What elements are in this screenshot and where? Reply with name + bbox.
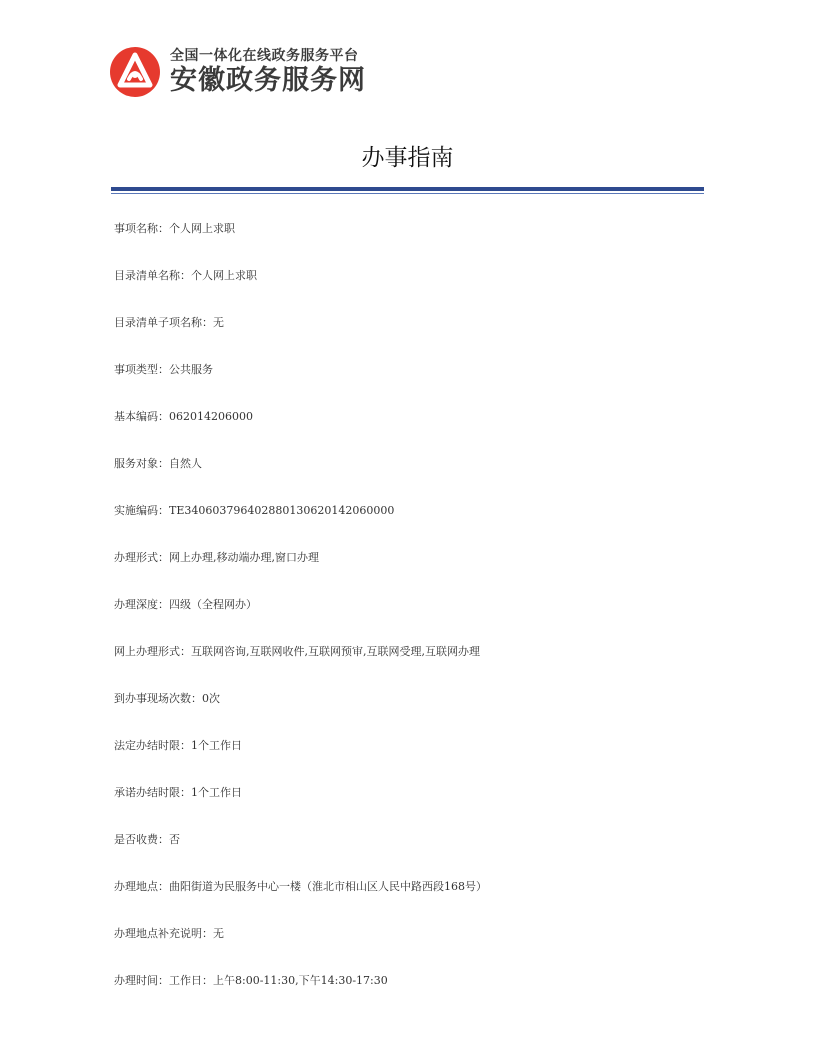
field-label: 是否收费： [114,833,169,846]
field-implementation-code [114,502,714,549]
field-value: 个人网上求职 [191,269,257,282]
field-label: 事项名称： [114,222,169,235]
field-label: 事项类型： [114,363,169,376]
field-value: 无 [213,927,224,940]
field-label: 服务对象： [114,457,169,470]
field-handling-location [114,878,714,925]
title-divider-thick [111,187,704,191]
field-location-notes [114,925,714,972]
field-value: 否 [169,833,180,846]
field-value: TE340603796402880130620142060000 [169,504,395,517]
field-value: 1个工作日 [191,739,242,752]
field-label: 到办事现场次数： [114,692,202,705]
field-value: 无 [213,316,224,329]
field-handling-depth [114,596,714,643]
field-service-target [114,455,714,502]
field-value: 四级（全程网办） [169,598,257,611]
field-value: 曲阳街道为民服务中心一楼（淮北市相山区人民中路西段168号） [169,880,487,893]
title-divider-thin [111,193,704,194]
field-fee-charged [114,831,714,878]
field-basic-code [114,408,714,455]
field-catalog-name [114,267,714,314]
field-online-handling-form [114,643,714,690]
field-label: 办理深度： [114,598,169,611]
field-label: 办理形式： [114,551,169,564]
field-label: 实施编码： [114,504,169,517]
platform-subtitle: 全国一体化在线政务服务平台 [170,48,359,64]
field-value: 个人网上求职 [169,222,235,235]
field-value: 自然人 [169,457,202,470]
field-value: 公共服务 [169,363,213,376]
field-handling-hours [114,972,714,1019]
field-label: 办理时间： [114,974,169,987]
guide-fields [114,220,714,1019]
field-value: 062014206000 [169,410,253,423]
field-label: 网上办理形式： [114,645,191,658]
field-label: 承诺办结时限： [114,786,191,799]
field-item-name [114,220,714,267]
field-handling-form [114,549,714,596]
field-label: 办理地点补充说明： [114,927,213,940]
field-label: 目录清单名称： [114,269,191,282]
field-value: 0次 [202,692,220,705]
field-label: 法定办结时限： [114,739,191,752]
field-value: 互联网咨询,互联网收件,互联网预审,互联网受理,互联网办理 [191,645,480,658]
field-promised-time-limit [114,784,714,831]
document-title: 办事指南 [361,145,454,171]
field-label: 基本编码： [114,410,169,423]
field-value: 1个工作日 [191,786,242,799]
field-label: 办理地点： [114,880,169,893]
site-header [108,44,366,100]
field-value: 工作日：上午8:00-11:30,下午14:30-17:30 [169,974,388,987]
field-site-visits [114,690,714,737]
field-item-type [114,361,714,408]
field-catalog-subitem [114,314,714,361]
field-label: 目录清单子项名称： [114,316,213,329]
site-title: 安徽政务服务网 [170,65,366,96]
field-value: 网上办理,移动端办理,窗口办理 [169,551,319,564]
field-legal-time-limit [114,737,714,784]
anhui-gov-service-logo-icon [108,45,162,99]
